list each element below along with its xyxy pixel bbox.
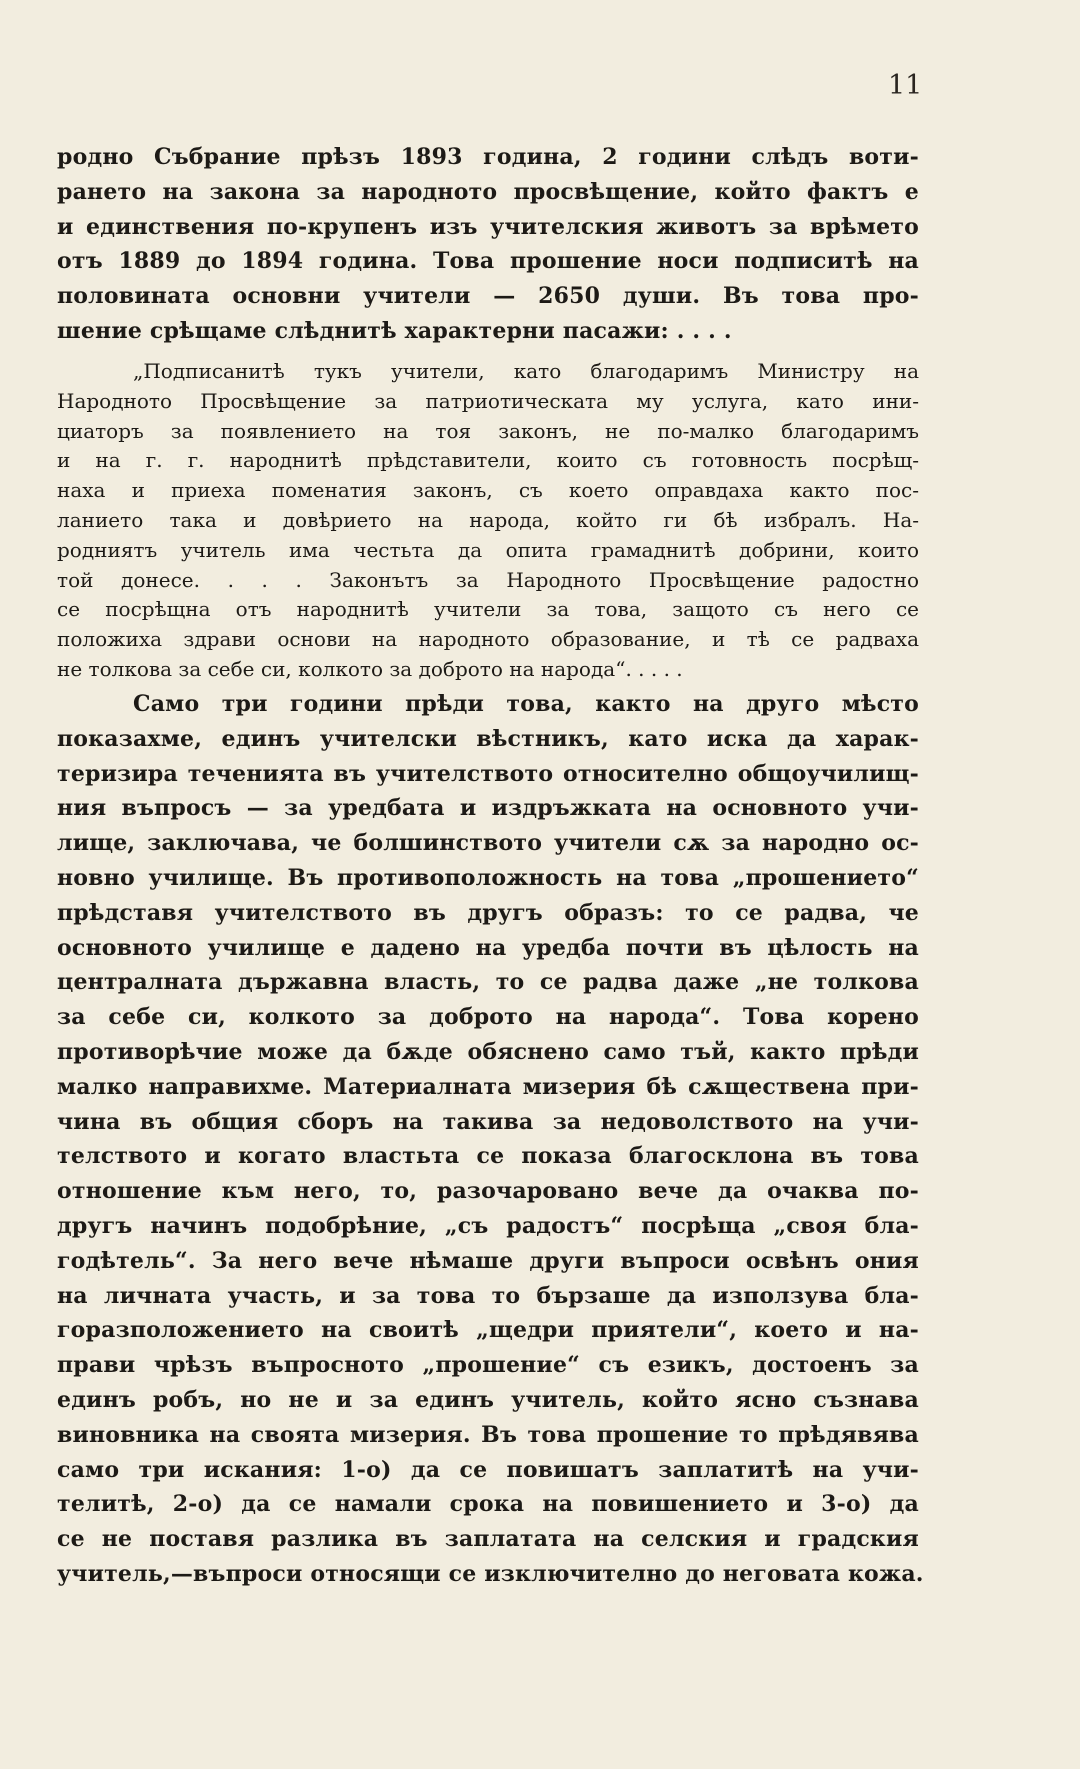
text-line: не толкова за себе си, колкото за доброто на народа“. . . . . xyxy=(57,656,683,681)
text-line: се не поставя разлика въ заплатата на селския и градския xyxy=(57,1526,919,1553)
text-line: положиха здрави основи на народното образование, и тѣ се радваха xyxy=(57,627,919,652)
text-line: шение срѣщаме слѣднитѣ характерни пасажи: . . . . xyxy=(57,317,732,344)
text-line: родно Събрание прѣзъ 1893 година, 2 години слѣдъ воти- xyxy=(57,144,919,170)
text-line: наха и приеха поменатия законъ, съ което оправдаха както пос- xyxy=(57,478,919,503)
text-line: противорѣчие може да бѫде обяснено само тъй, както прѣди xyxy=(57,1038,919,1065)
text-line: основното училище е дадено на уредба почти въ цѣлость на xyxy=(57,934,919,961)
text-line: „Подписанитѣ тукъ учители, като благодаримъ Министру на xyxy=(133,359,919,383)
text-line: телството и когато властьта се показа благосклона въ това xyxy=(57,1143,919,1170)
text-line: Народното Просвѣщение за патриотическата му услуга, като ини- xyxy=(57,388,919,413)
text-line: рането на закона за народното просвѣщение, който фактъ е xyxy=(57,178,919,205)
text-line: годѣтель“. За него вече нѣмаше други въпроси освѣнъ ония xyxy=(57,1247,919,1274)
text-line: за себе си, колкото за доброто на народа“. Това корено xyxy=(57,1004,919,1031)
text-line: той донесе. . . . Законътъ за Народното Просвѣщение радостно xyxy=(57,567,919,592)
text-line: единъ робъ, но не и за единъ учитель, който ясно съзнава xyxy=(57,1386,919,1413)
text-line: показахме, единъ учителски вѣстникъ, като иска да харак- xyxy=(57,725,919,752)
text-line: Само три години прѣди това, както на друго мѣсто xyxy=(133,691,919,717)
page-number: 11 xyxy=(888,70,923,101)
text-line: лище, заключава, че болшинството учители сѫ за народно ос- xyxy=(57,830,919,857)
text-line: прави чрѣзъ въпросното „прошение“ съ езикъ, достоенъ за xyxy=(57,1352,919,1379)
text-line: новно училище. Въ противоположность на това „прошението“ xyxy=(57,864,919,891)
text-line: и единствения по-крупенъ изъ учителския животъ за врѣмето xyxy=(57,213,919,240)
text-line: на личната участь, и за това то бързаше да използува бла- xyxy=(57,1282,919,1309)
text-line: централната държавна власть, то се радва даже „не толкова xyxy=(57,969,919,996)
quoted-petition xyxy=(57,357,919,685)
paragraph-commentary xyxy=(57,687,924,1592)
text-line: родниятъ учитель има честьта да опита грамаднитѣ добрини, които xyxy=(57,537,919,562)
text-line: чина въ общия сборъ на такива за недоволството на учи- xyxy=(57,1108,919,1135)
text-line: виновника на своята мизерия. Въ това прошение то прѣдявява xyxy=(57,1421,919,1448)
text-line: половината основни учители — 2650 души. Въ това про- xyxy=(57,283,919,310)
text-line: телитѣ, 2-о) да се намали срока на повишението и 3-о) да xyxy=(57,1491,919,1518)
text-line: циаторъ за появлението на тоя законъ, не по-малко благодаримъ xyxy=(57,418,919,443)
text-line: ланието така и довѣрието на народа, който ги бѣ избралъ. На- xyxy=(57,507,919,532)
text-line: и на г. г. народнитѣ прѣдставители, които съ готовность посрѣщ- xyxy=(57,448,919,473)
text-line: само три искания: 1-о) да се повишатъ заплатитѣ на учи- xyxy=(57,1456,919,1483)
paragraph-continued xyxy=(57,140,919,349)
text-line: учитель,—въпроси относящи се изключително до неговата кожа. xyxy=(57,1560,924,1587)
text-line: малко направихме. Материалната мизерия бѣ сѫществена при- xyxy=(57,1073,919,1100)
text-line: прѣдставя учителството въ другъ образъ: то се радва, че xyxy=(57,899,919,926)
text-line: се посрѣщна отъ народнитѣ учители за това, защото съ него се xyxy=(57,597,919,622)
text-line: горазположението на своитѣ „щедри приятели“, което и на- xyxy=(57,1317,919,1344)
text-line: отъ 1889 до 1894 година. Това прошение носи подписитѣ на xyxy=(57,248,919,275)
text-line: ния въпросъ — за уредбата и издръжката на основното учи- xyxy=(57,795,919,822)
text-line: другъ начинъ подобрѣние, „съ радостъ“ посрѣща „своя бла- xyxy=(57,1212,919,1239)
text-line: отношение към него, то, разочаровано вече да очаква по- xyxy=(57,1178,919,1205)
text-line: теризира теченията въ учителството относително общоучилищ- xyxy=(57,760,919,787)
